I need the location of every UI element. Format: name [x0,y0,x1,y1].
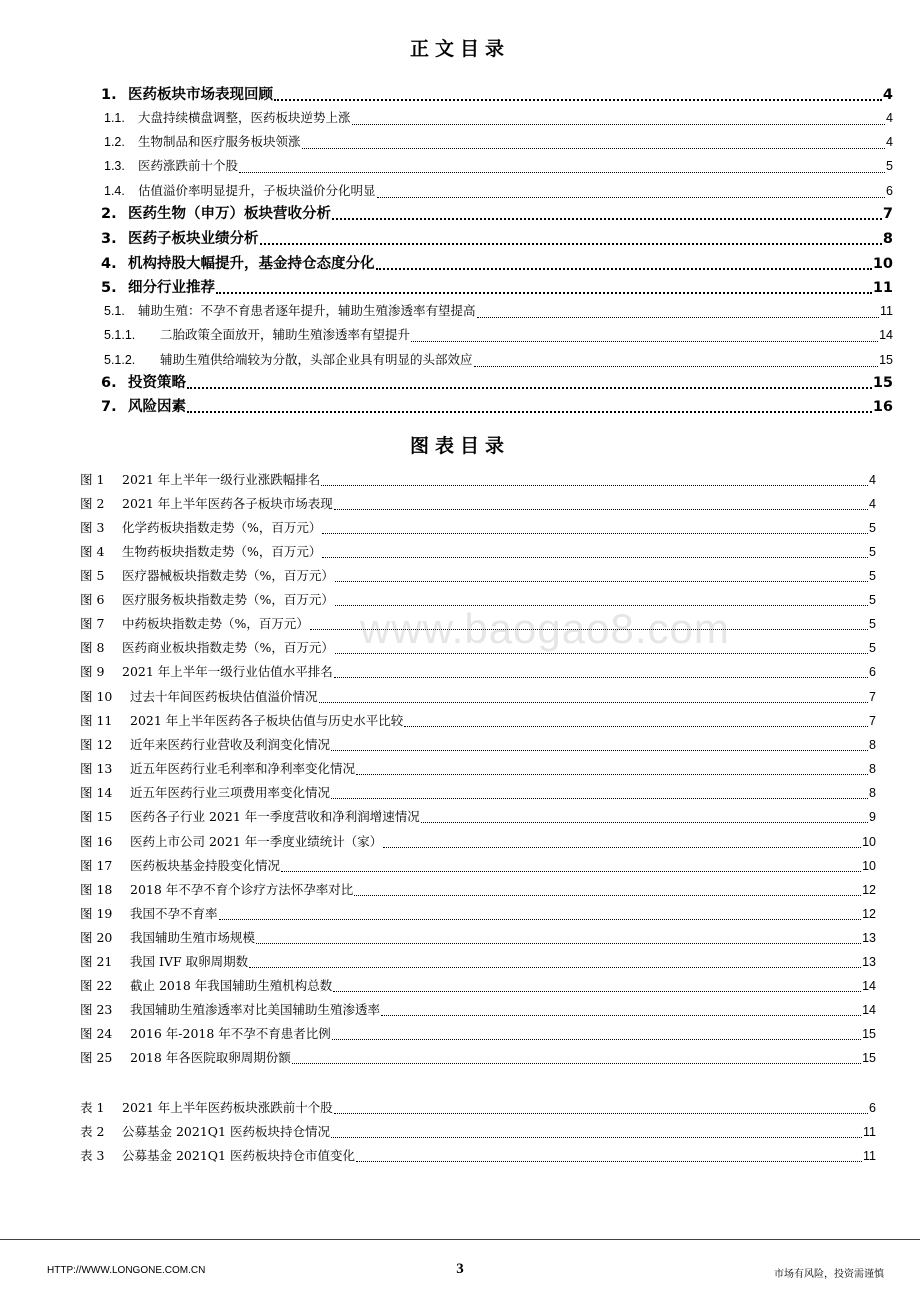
toc-entry-page: 14 [879,328,893,342]
dot-leader [474,366,879,367]
figure-entry-number: 图 16 [80,834,113,849]
dot-leader [421,822,868,823]
toc-entry[interactable] [104,155,893,177]
toc-entry-number: 3. [101,231,117,247]
dot-leader [331,750,868,751]
figure-entry[interactable] [80,782,876,804]
figure-entry-number: 图 2 [80,496,105,511]
table-entry[interactable] [80,1097,876,1119]
figure-entry-label: 2021 年上半年医药各子板块市场表现 [122,496,333,511]
figure-entry-number: 图 24 [80,1026,113,1041]
table-entry-page: 6 [869,1101,876,1115]
figure-entry-label: 2016 年-2018 年不孕不育患者比例 [130,1026,331,1041]
figure-entry-number: 图 21 [80,954,113,969]
dot-leader [249,967,861,968]
dot-leader [334,677,868,678]
figure-entry[interactable] [80,927,876,949]
toc-entry-number: 5.1.2. [104,353,136,367]
dot-leader [219,919,862,920]
page-number: 3 [456,1261,464,1277]
figure-entry-number: 图 3 [80,520,105,535]
dot-leader [477,317,880,318]
dot-leader [239,172,885,173]
dot-leader [216,292,872,294]
figure-entry[interactable] [80,903,876,925]
figure-entry-number: 图 23 [80,1002,113,1017]
figure-entry-number: 图 4 [80,544,105,559]
figure-entry[interactable] [80,951,876,973]
toc-entry-label: 医药涨跌前十个股 [138,158,239,173]
toc-entry[interactable] [104,324,893,346]
figure-entry-page: 13 [862,955,876,969]
toc-entry-page: 6 [886,184,893,198]
dot-leader [292,1063,861,1064]
figure-entry-number: 图 6 [80,592,105,607]
toc-entry[interactable] [104,300,893,322]
toc-entry-page: 11 [880,304,893,318]
figure-entry-page: 5 [869,641,876,655]
figure-entry[interactable] [80,975,876,997]
dot-leader [335,653,868,654]
figure-entry-label: 2021 年上半年一级行业估值水平排名 [122,664,333,679]
figure-entry-label: 2021 年上半年医药各子板块估值与历史水平比较 [130,713,404,728]
figure-entry[interactable] [80,879,876,901]
toc-entry-label: 投资策略 [128,375,186,391]
figure-entry-page: 5 [869,569,876,583]
figure-entry-label: 过去十年间医药板块估值溢价情况 [130,689,318,704]
figure-entry-page: 8 [869,762,876,776]
figure-entry-number: 图 17 [80,858,113,873]
table-entry-label: 公募基金 2021Q1 医药板块持仓市值变化 [122,1148,355,1163]
toc-entry-label: 医药生物（申万）板块营收分析 [128,206,331,222]
toc-entry-number: 5.1.1. [104,328,136,342]
figure-entry-number: 图 1 [80,472,105,487]
figure-entry-page: 13 [862,931,876,945]
toc-entry[interactable] [101,84,893,106]
figure-entry[interactable] [80,999,876,1021]
figure-entry-number: 图 22 [80,978,113,993]
toc-title: 正文目录 [409,38,510,60]
figure-entry-label: 2021 年上半年一级行业涨跌幅排名 [122,472,321,487]
figure-entry-page: 7 [869,690,876,704]
footer-rule [0,1239,920,1240]
toc-entry-label: 医药子板块业绩分析 [128,231,259,247]
toc-entry-page: 7 [882,206,893,222]
footer-disclaimer: 市场有风险，投资需谨慎 [774,1269,884,1280]
figure-entry-page: 10 [862,859,876,873]
dot-leader [377,197,886,198]
toc-entry-label: 辅助生殖供给端较为分散，头部企业具有明显的头部效应 [160,352,473,367]
toc-entry-number: 4. [101,256,117,272]
figure-entry-page: 8 [869,738,876,752]
dot-leader [352,124,886,125]
dot-leader [322,533,868,534]
figure-list-title: 图表目录 [409,435,510,457]
toc-entry-number: 2. [101,206,117,222]
table-entry-label: 公募基金 2021Q1 医药板块持仓情况 [122,1124,330,1139]
figure-entry-number: 图 25 [80,1050,113,1065]
figure-entry-page: 7 [869,714,876,728]
dot-leader [187,387,872,389]
dot-leader [333,991,861,992]
figure-entry[interactable] [80,734,876,756]
figure-entry-page: 9 [869,810,876,824]
figure-entry-label: 我国辅助生殖渗透率对比美国辅助生殖渗透率 [130,1002,381,1017]
figure-entry-page: 5 [869,521,876,535]
dot-leader [335,581,868,582]
figure-entry[interactable] [80,831,876,853]
dot-leader [331,798,868,799]
dot-leader [356,1161,862,1162]
table-entry-number: 表 2 [80,1124,105,1139]
toc-entry-page: 4 [882,87,893,103]
figure-entry[interactable] [80,493,876,515]
dot-leader [404,726,868,727]
figure-entry-label: 我国 IVF 取卵周期数 [130,954,249,969]
toc-entry-number: 6. [101,375,117,391]
toc-entry-label: 风险因素 [128,399,186,415]
figure-entry-page: 4 [869,497,876,511]
figure-entry-label: 近年来医药行业营收及利润变化情况 [130,737,331,752]
figure-entry-number: 图 12 [80,737,113,752]
figure-entry[interactable] [80,758,876,780]
figure-entry[interactable] [80,710,876,732]
figure-entry-page: 15 [862,1027,876,1041]
toc-entry[interactable] [101,253,893,275]
toc-entry-label: 辅助生殖：不孕不育患者逐年提升，辅助生殖渗透率有望提高 [138,303,476,318]
dot-leader [332,1039,861,1040]
toc-entry-number: 5. [101,280,117,296]
dot-leader [321,485,868,486]
footer-url-link[interactable]: HTTP://WWW.LONGONE.COM.CN [47,1265,206,1276]
figure-entry[interactable] [80,855,876,877]
toc-entry-page: 10 [872,256,893,272]
table-entry-page: 11 [863,1149,876,1163]
dot-leader [334,509,868,510]
toc-entry[interactable] [101,372,893,394]
figure-entry-label: 医药商业板块指数走势（%，百万元） [122,640,334,655]
toc-entry-page: 4 [886,111,893,125]
dot-leader [356,774,868,775]
figure-entry[interactable] [80,806,876,828]
figure-entry-label: 近五年医药行业毛利率和净利率变化情况 [130,761,356,776]
dot-leader [354,895,861,896]
toc-entry-page: 4 [886,135,893,149]
dot-leader [334,1113,868,1114]
toc-entry-number: 5.1. [104,304,125,318]
toc-entry-number: 1.4. [104,184,125,198]
figure-entry-label: 医疗服务板块指数走势（%，百万元） [122,592,334,607]
figure-entry-page: 12 [862,883,876,897]
figure-entry[interactable] [80,1047,876,1069]
figure-entry-number: 图 20 [80,930,113,945]
toc-entry[interactable] [104,349,893,371]
figure-entry[interactable] [80,1023,876,1045]
figure-entry[interactable] [80,686,876,708]
toc-entry[interactable] [101,396,893,418]
dot-leader [260,243,882,245]
toc-entry[interactable] [104,107,893,129]
figure-entry-page: 10 [862,835,876,849]
figure-entry-label: 我国不孕不育率 [130,906,218,921]
toc-entry-page: 15 [872,375,893,391]
figure-entry-page: 8 [869,786,876,800]
table-entry-number: 表 3 [80,1148,105,1163]
figure-entry-page: 6 [869,665,876,679]
figure-entry-page: 4 [869,473,876,487]
toc-entry[interactable] [104,131,893,153]
toc-entry-number: 1. [101,87,117,103]
figure-entry-page: 14 [862,979,876,993]
dot-leader [322,557,868,558]
figure-entry-page: 5 [869,545,876,559]
toc-entry-number: 1.3. [104,159,125,173]
toc-entry-number: 1.2. [104,135,125,149]
figure-entry-page: 15 [862,1051,876,1065]
figure-entry[interactable] [80,661,876,683]
dot-leader [381,1015,861,1016]
figure-entry-number: 图 15 [80,809,113,824]
toc-entry-label: 医药板块市场表现回顾 [128,87,273,103]
toc-entry-page: 15 [879,353,893,367]
toc-entry-page: 5 [886,159,893,173]
figure-entry[interactable] [80,541,876,563]
figure-entry-page: 5 [869,593,876,607]
toc-entry[interactable] [101,228,893,250]
table-entry-label: 2021 年上半年医药板块涨跌前十个股 [122,1100,333,1115]
figure-entry-label: 医疗器械板块指数走势（%，百万元） [122,568,334,583]
table-entry-number: 表 1 [80,1100,105,1115]
toc-entry-label: 大盘持续横盘调整，医药板块逆势上涨 [138,110,351,125]
table-entry-page: 11 [863,1125,876,1139]
dot-leader [187,411,872,413]
figure-entry-label: 医药板块基金持股变化情况 [130,858,281,873]
figure-entry-label: 中药板块指数走势（%，百万元） [122,616,309,631]
figure-entry-label: 截止 2018 年我国辅助生殖机构总数 [130,978,333,993]
toc-entry-label: 生物制品和医疗服务板块领涨 [138,134,301,149]
figure-entry-number: 图 19 [80,906,113,921]
toc-entry-label: 细分行业推荐 [128,280,215,296]
dot-leader [376,268,872,270]
toc-entry-number: 1.1. [104,111,125,125]
toc-entry[interactable] [101,203,893,225]
toc-entry-page: 8 [882,231,893,247]
figure-entry-number: 图 18 [80,882,113,897]
figure-entry-label: 医药上市公司 2021 年一季度业绩统计（家） [130,834,383,849]
figure-entry-label: 2018 年各医院取卵周期份额 [130,1050,291,1065]
figure-entry-page: 12 [862,907,876,921]
figure-entry-number: 图 7 [80,616,105,631]
table-entry[interactable] [80,1145,876,1167]
dot-leader [411,341,878,342]
dot-leader [319,702,869,703]
dot-leader [302,148,886,149]
toc-entry-number: 7. [101,399,117,415]
toc-entry-page: 16 [872,399,893,415]
dot-leader [331,1137,862,1138]
dot-leader [332,218,882,220]
figure-entry-number: 图 5 [80,568,105,583]
watermark: www.baogao8.com [360,605,730,652]
toc-entry-label: 机构持股大幅提升，基金持仓态度分化 [128,256,375,272]
dot-leader [383,847,861,848]
dot-leader [256,943,861,944]
figure-entry-label: 生物药板块指数走势（%，百万元） [122,544,322,559]
figure-entry-label: 2018 年不孕不育个诊疗方法怀孕率对比 [130,882,354,897]
dot-leader [281,871,861,872]
dot-leader [274,99,882,101]
toc-entry-label: 估值溢价率明显提升，子板块溢价分化明显 [138,183,376,198]
figure-entry-label: 近五年医药行业三项费用率变化情况 [130,785,331,800]
figure-entry-label: 化学药板块指数走势（%，百万元） [122,520,322,535]
figure-entry-page: 5 [869,617,876,631]
toc-entry-label: 二胎政策全面放开，辅助生殖渗透率有望提升 [160,327,411,342]
figure-entry-number: 图 8 [80,640,105,655]
figure-entry[interactable] [80,517,876,539]
toc-entry[interactable] [104,180,893,202]
figure-entry-number: 图 11 [80,713,113,728]
figure-entry[interactable] [80,565,876,587]
figure-entry-number: 图 13 [80,761,113,776]
figure-entry-label: 我国辅助生殖市场规模 [130,930,256,945]
figure-entry-number: 图 10 [80,689,113,704]
toc-entry[interactable] [101,277,893,299]
figure-entry-page: 14 [862,1003,876,1017]
figure-entry-label: 医药各子行业 2021 年一季度营收和净利润增速情况 [130,809,420,824]
table-entry[interactable] [80,1121,876,1143]
figure-entry-number: 图 14 [80,785,113,800]
figure-entry-number: 图 9 [80,664,105,679]
toc-entry-page: 11 [872,280,893,296]
figure-entry[interactable] [80,469,876,491]
